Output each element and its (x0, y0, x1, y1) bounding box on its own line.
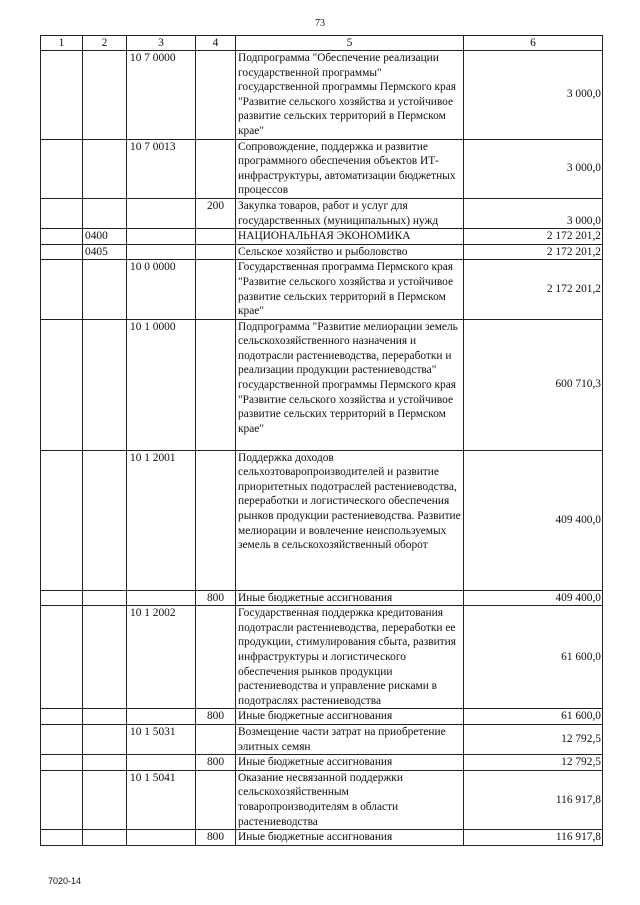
cell-amount: 3 000,0 (464, 51, 603, 140)
cell-amount: 2 172 201,2 (464, 244, 603, 260)
cell-subsection (83, 198, 127, 228)
cell-expense-type: 800 (196, 755, 236, 771)
cell-amount: 61 600,0 (464, 709, 603, 725)
cell-expense-type (196, 606, 236, 709)
cell-expense-type (196, 450, 236, 590)
cell-subsection: 0405 (83, 244, 127, 260)
cell-target-item (127, 229, 196, 245)
table-row (41, 830, 603, 846)
cell-section (41, 770, 83, 829)
cell-expense-type (196, 229, 236, 245)
cell-subsection: 0400 (83, 229, 127, 245)
cell-description: Иные бюджетные ассигнования (236, 590, 464, 606)
cell-subsection (83, 755, 127, 771)
cell-expense-type: 800 (196, 590, 236, 606)
cell-subsection (83, 590, 127, 606)
header-row (41, 36, 603, 51)
cell-subsection (83, 770, 127, 829)
cell-section (41, 450, 83, 590)
cell-section (41, 725, 83, 755)
table-row (41, 229, 603, 245)
cell-expense-type (196, 319, 236, 450)
cell-expense-type (196, 51, 236, 140)
cell-subsection (83, 139, 127, 198)
cell-section (41, 830, 83, 846)
cell-description: Государственная программа Пермского края "Развитие сельского хозяйства и устойчивое развитие сельских территорий в Пермском крае" (236, 260, 464, 319)
cell-description: Подпрограмма "Обеспечение реализации государственной программы" государственной программы Пермского края "Развитие сельского хозяйства и устойчивое развитие сельских территорий в Пермском крае" (236, 51, 464, 140)
cell-amount: 3 000,0 (464, 198, 603, 228)
cell-section (41, 319, 83, 450)
table-row (41, 260, 603, 319)
header-col-2: 2 (83, 36, 127, 51)
cell-expense-type: 800 (196, 709, 236, 725)
table-row (41, 709, 603, 725)
table-row (41, 590, 603, 606)
cell-expense-type (196, 139, 236, 198)
cell-amount: 61 600,0 (464, 606, 603, 709)
table-row (41, 755, 603, 771)
cell-section (41, 755, 83, 771)
cell-description: Оказание несвязанной поддержки сельскохозяйственным товаропроизводителям в области растениеводства (236, 770, 464, 829)
cell-subsection (83, 260, 127, 319)
cell-description: Государственная поддержка кредитования подотрасли растениеводства, переработки ее продукции, стимулирования сбыта, развития инфраструктуры и логистического обеспечения рынков продукции растениеводства и управление рисками в подотраслях растениеводства (236, 606, 464, 709)
budget-table (40, 35, 603, 846)
cell-target-item (127, 198, 196, 228)
cell-description: Иные бюджетные ассигнования (236, 709, 464, 725)
cell-expense-type: 800 (196, 830, 236, 846)
table-row (41, 770, 603, 829)
cell-amount: 409 400,0 (464, 590, 603, 606)
cell-subsection (83, 725, 127, 755)
cell-expense-type (196, 244, 236, 260)
cell-target-item: 10 7 0013 (127, 139, 196, 198)
table-row (41, 450, 603, 590)
cell-section (41, 139, 83, 198)
cell-description: Сельское хозяйство и рыболовство (236, 244, 464, 260)
cell-expense-type (196, 770, 236, 829)
cell-amount: 116 917,8 (464, 830, 603, 846)
table-row (41, 244, 603, 260)
cell-target-item: 10 0 0000 (127, 260, 196, 319)
cell-target-item: 10 1 5031 (127, 725, 196, 755)
table-row (41, 319, 603, 450)
cell-description: Подпрограмма "Развитие мелиорации земель сельскохозяйственного назначения и подотрасли растениеводства, переработки и реализации продукции растениеводства" государственной программы Пермского края "Развитие сельского хозяйства и устойчивое развитие сельских территорий в Пермском крае" (236, 319, 464, 450)
footer-code: 7020-14 (48, 876, 82, 886)
cell-description: Иные бюджетные ассигнования (236, 755, 464, 771)
cell-amount: 12 792,5 (464, 755, 603, 771)
cell-description: Иные бюджетные ассигнования (236, 830, 464, 846)
cell-section (41, 51, 83, 140)
cell-amount: 3 000,0 (464, 139, 603, 198)
cell-expense-type (196, 260, 236, 319)
cell-target-item: 10 1 2001 (127, 450, 196, 590)
cell-section (41, 198, 83, 228)
header-col-3: 3 (127, 36, 196, 51)
cell-target-item (127, 830, 196, 846)
cell-section (41, 709, 83, 725)
cell-description: Поддержка доходов сельхозтоваропроизводителей и развитие приоритетных подотраслей растениеводства, переработки и логистического обеспечения рынков продукции растениеводства. Развитие мелиорации и вовлечение неиспользуемых земель в сельскохозяйственный оборот (236, 450, 464, 590)
cell-expense-type (196, 725, 236, 755)
cell-amount: 600 710,3 (464, 319, 603, 450)
cell-subsection (83, 319, 127, 450)
header-col-1: 1 (41, 36, 83, 51)
page-number: 73 (315, 18, 325, 29)
cell-subsection (83, 606, 127, 709)
cell-target-item (127, 244, 196, 260)
table-row (41, 51, 603, 140)
cell-target-item (127, 755, 196, 771)
table-row (41, 606, 603, 709)
table-row (41, 139, 603, 198)
table-row (41, 725, 603, 755)
cell-description: НАЦИОНАЛЬНАЯ ЭКОНОМИКА (236, 229, 464, 245)
cell-section (41, 590, 83, 606)
cell-amount: 2 172 201,2 (464, 260, 603, 319)
cell-section (41, 229, 83, 245)
cell-amount: 12 792,5 (464, 725, 603, 755)
header-col-5: 5 (236, 36, 464, 51)
cell-section (41, 244, 83, 260)
cell-subsection (83, 450, 127, 590)
cell-description: Сопровождение, поддержка и развитие программного обеспечения объектов ИТ-инфраструктуры, автоматизации бюджетных процессов (236, 139, 464, 198)
cell-target-item (127, 709, 196, 725)
header-col-6: 6 (464, 36, 603, 51)
cell-expense-type: 200 (196, 198, 236, 228)
cell-description: Возмещение части затрат на приобретение элитных семян (236, 725, 464, 755)
header-col-4: 4 (196, 36, 236, 51)
cell-amount: 2 172 201,2 (464, 229, 603, 245)
cell-amount: 116 917,8 (464, 770, 603, 829)
cell-target-item: 10 1 0000 (127, 319, 196, 450)
cell-section (41, 260, 83, 319)
cell-description: Закупка товаров, работ и услуг для государственных (муниципальных) нужд (236, 198, 464, 228)
cell-target-item: 10 1 2002 (127, 606, 196, 709)
cell-subsection (83, 709, 127, 725)
cell-subsection (83, 830, 127, 846)
cell-target-item (127, 590, 196, 606)
table-row (41, 198, 603, 228)
cell-target-item: 10 7 0000 (127, 51, 196, 140)
cell-section (41, 606, 83, 709)
cell-amount: 409 400,0 (464, 450, 603, 590)
cell-subsection (83, 51, 127, 140)
cell-target-item: 10 1 5041 (127, 770, 196, 829)
